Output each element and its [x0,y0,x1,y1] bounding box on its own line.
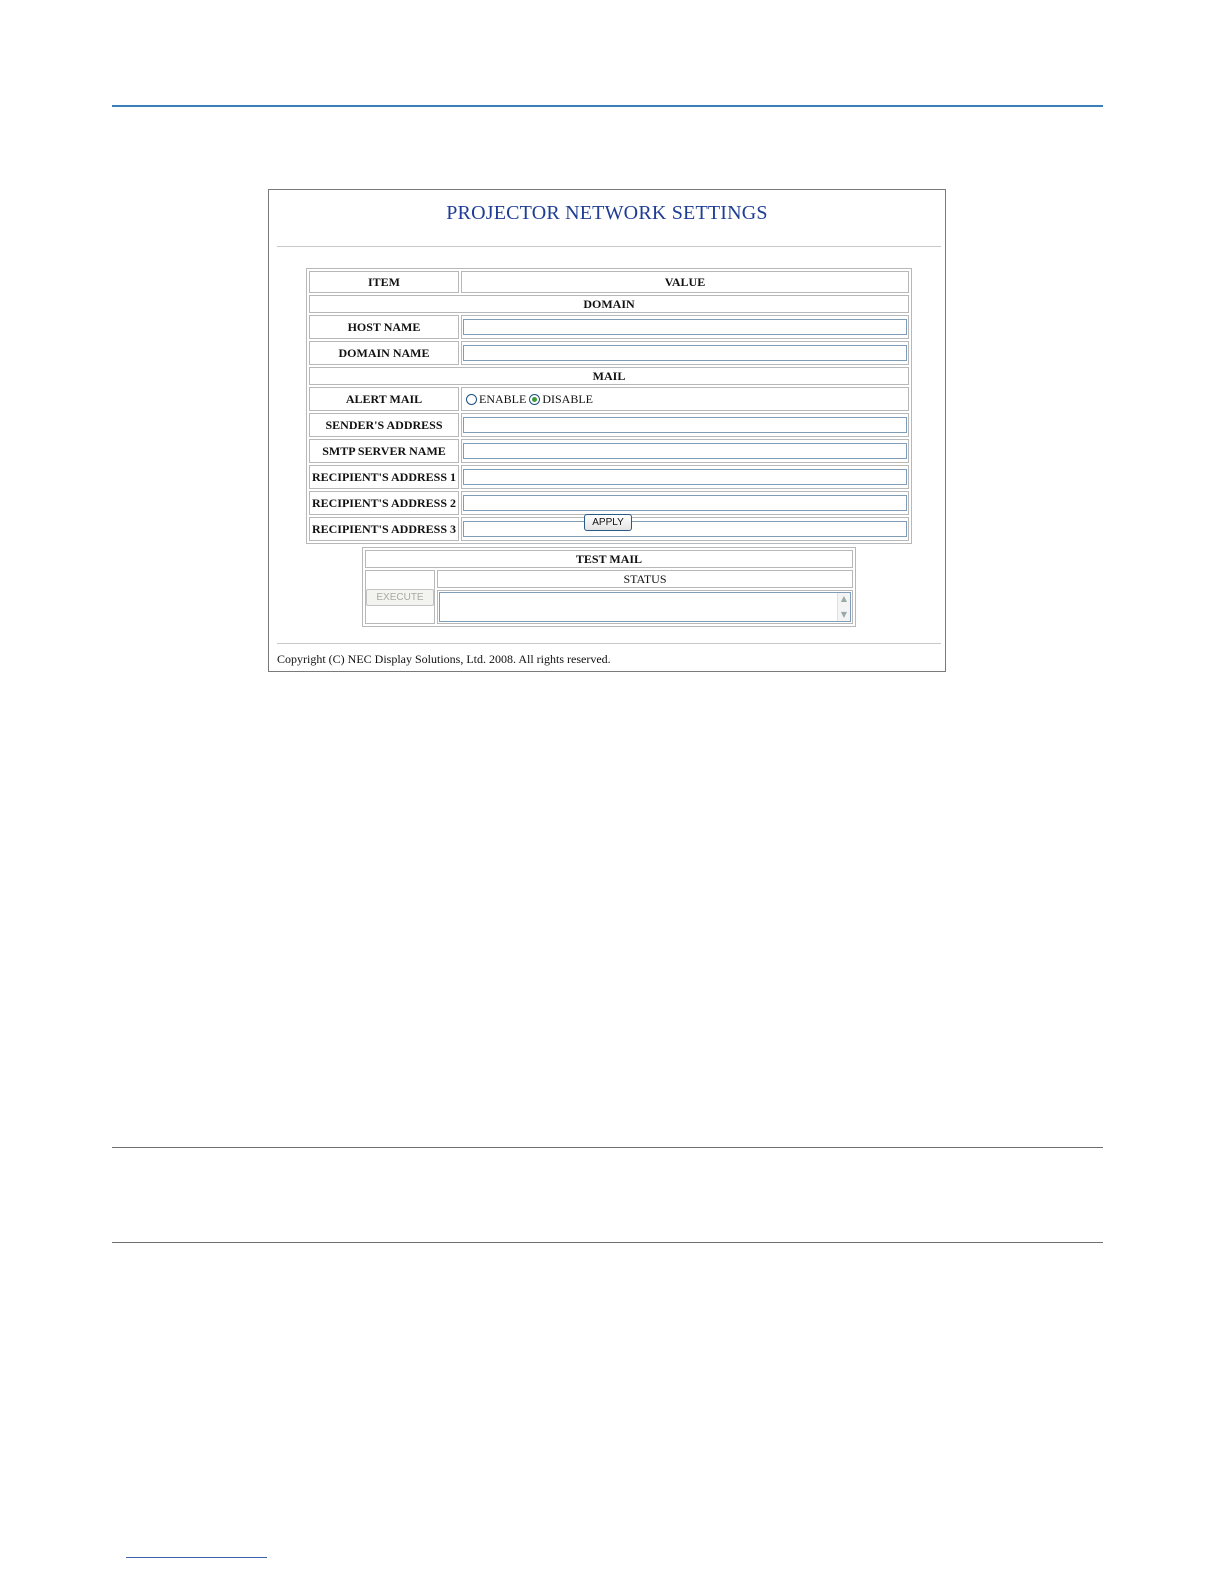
alert-mail-enable-radio[interactable] [466,394,477,405]
section-row-domain [309,295,909,313]
copyright-text: Copyright (C) NEC Display Solutions, Ltd. 2008. All rights reserved. [277,652,611,666]
recipient-address-2-input[interactable] [463,495,907,511]
senders-address-input[interactable] [463,417,907,433]
test-mail-header-row [365,550,853,568]
page-top-rule [112,105,1103,107]
apply-button[interactable]: APPLY [584,514,632,531]
smtp-server-name-input[interactable] [463,443,907,459]
table-header-row [309,271,909,293]
table-row [309,491,909,515]
projector-settings-window [268,189,946,672]
alert-mail-disable-label[interactable]: DISABLE [542,391,593,406]
recipient-address-2-label: RECIPIENT'S ADDRESS 2 [309,491,459,515]
host-name-input[interactable] [463,319,907,335]
column-header-item: ITEM [309,271,459,293]
alert-mail-label: ALERT MAIL [309,387,459,411]
status-scrollbar[interactable] [837,593,850,621]
alert-mail-enable-label[interactable]: ENABLE [479,391,527,406]
table-row [309,413,909,437]
alert-mail-disable-radio[interactable] [529,394,540,405]
recipient-address-3-input[interactable] [463,521,907,537]
senders-address-label: SENDER'S ADDRESS [309,413,459,437]
recipient-address-3-label: RECIPIENT'S ADDRESS 3 [309,517,459,541]
test-mail-header: TEST MAIL [365,550,853,568]
alert-mail-radio-group [463,390,907,408]
recipient-address-1-label: RECIPIENT'S ADDRESS 1 [309,465,459,489]
scroll-down-icon[interactable]: ▼ [840,610,848,619]
scroll-up-icon[interactable]: ▲ [840,594,848,603]
smtp-server-name-label: SMTP SERVER NAME [309,439,459,463]
test-mail-status-header-row [365,570,853,588]
execute-button[interactable]: EXECUTE [366,589,434,606]
footnote-rule [126,1557,267,1558]
section-header-domain: DOMAIN [309,295,909,313]
host-name-label: HOST NAME [309,315,459,339]
footer-divider [277,643,941,644]
status-header: STATUS [437,570,853,588]
section-header-mail: MAIL [309,367,909,385]
domain-name-input[interactable] [463,345,907,361]
section-row-mail [309,367,909,385]
column-header-value: VALUE [461,271,909,293]
test-mail-table [362,547,856,627]
page-middle-rule [112,1147,1103,1148]
table-row [309,387,909,411]
table-row [309,315,909,339]
recipient-address-1-input[interactable] [463,469,907,485]
table-row [309,439,909,463]
page-bottom-rule [112,1242,1103,1243]
table-row [309,465,909,489]
page-title: PROJECTOR NETWORK SETTINGS [446,202,768,224]
domain-name-label: DOMAIN NAME [309,341,459,365]
test-mail-status-row [365,590,853,624]
status-textarea[interactable] [439,592,851,622]
settings-table [306,268,912,544]
table-row [309,341,909,365]
title-divider [277,246,941,247]
